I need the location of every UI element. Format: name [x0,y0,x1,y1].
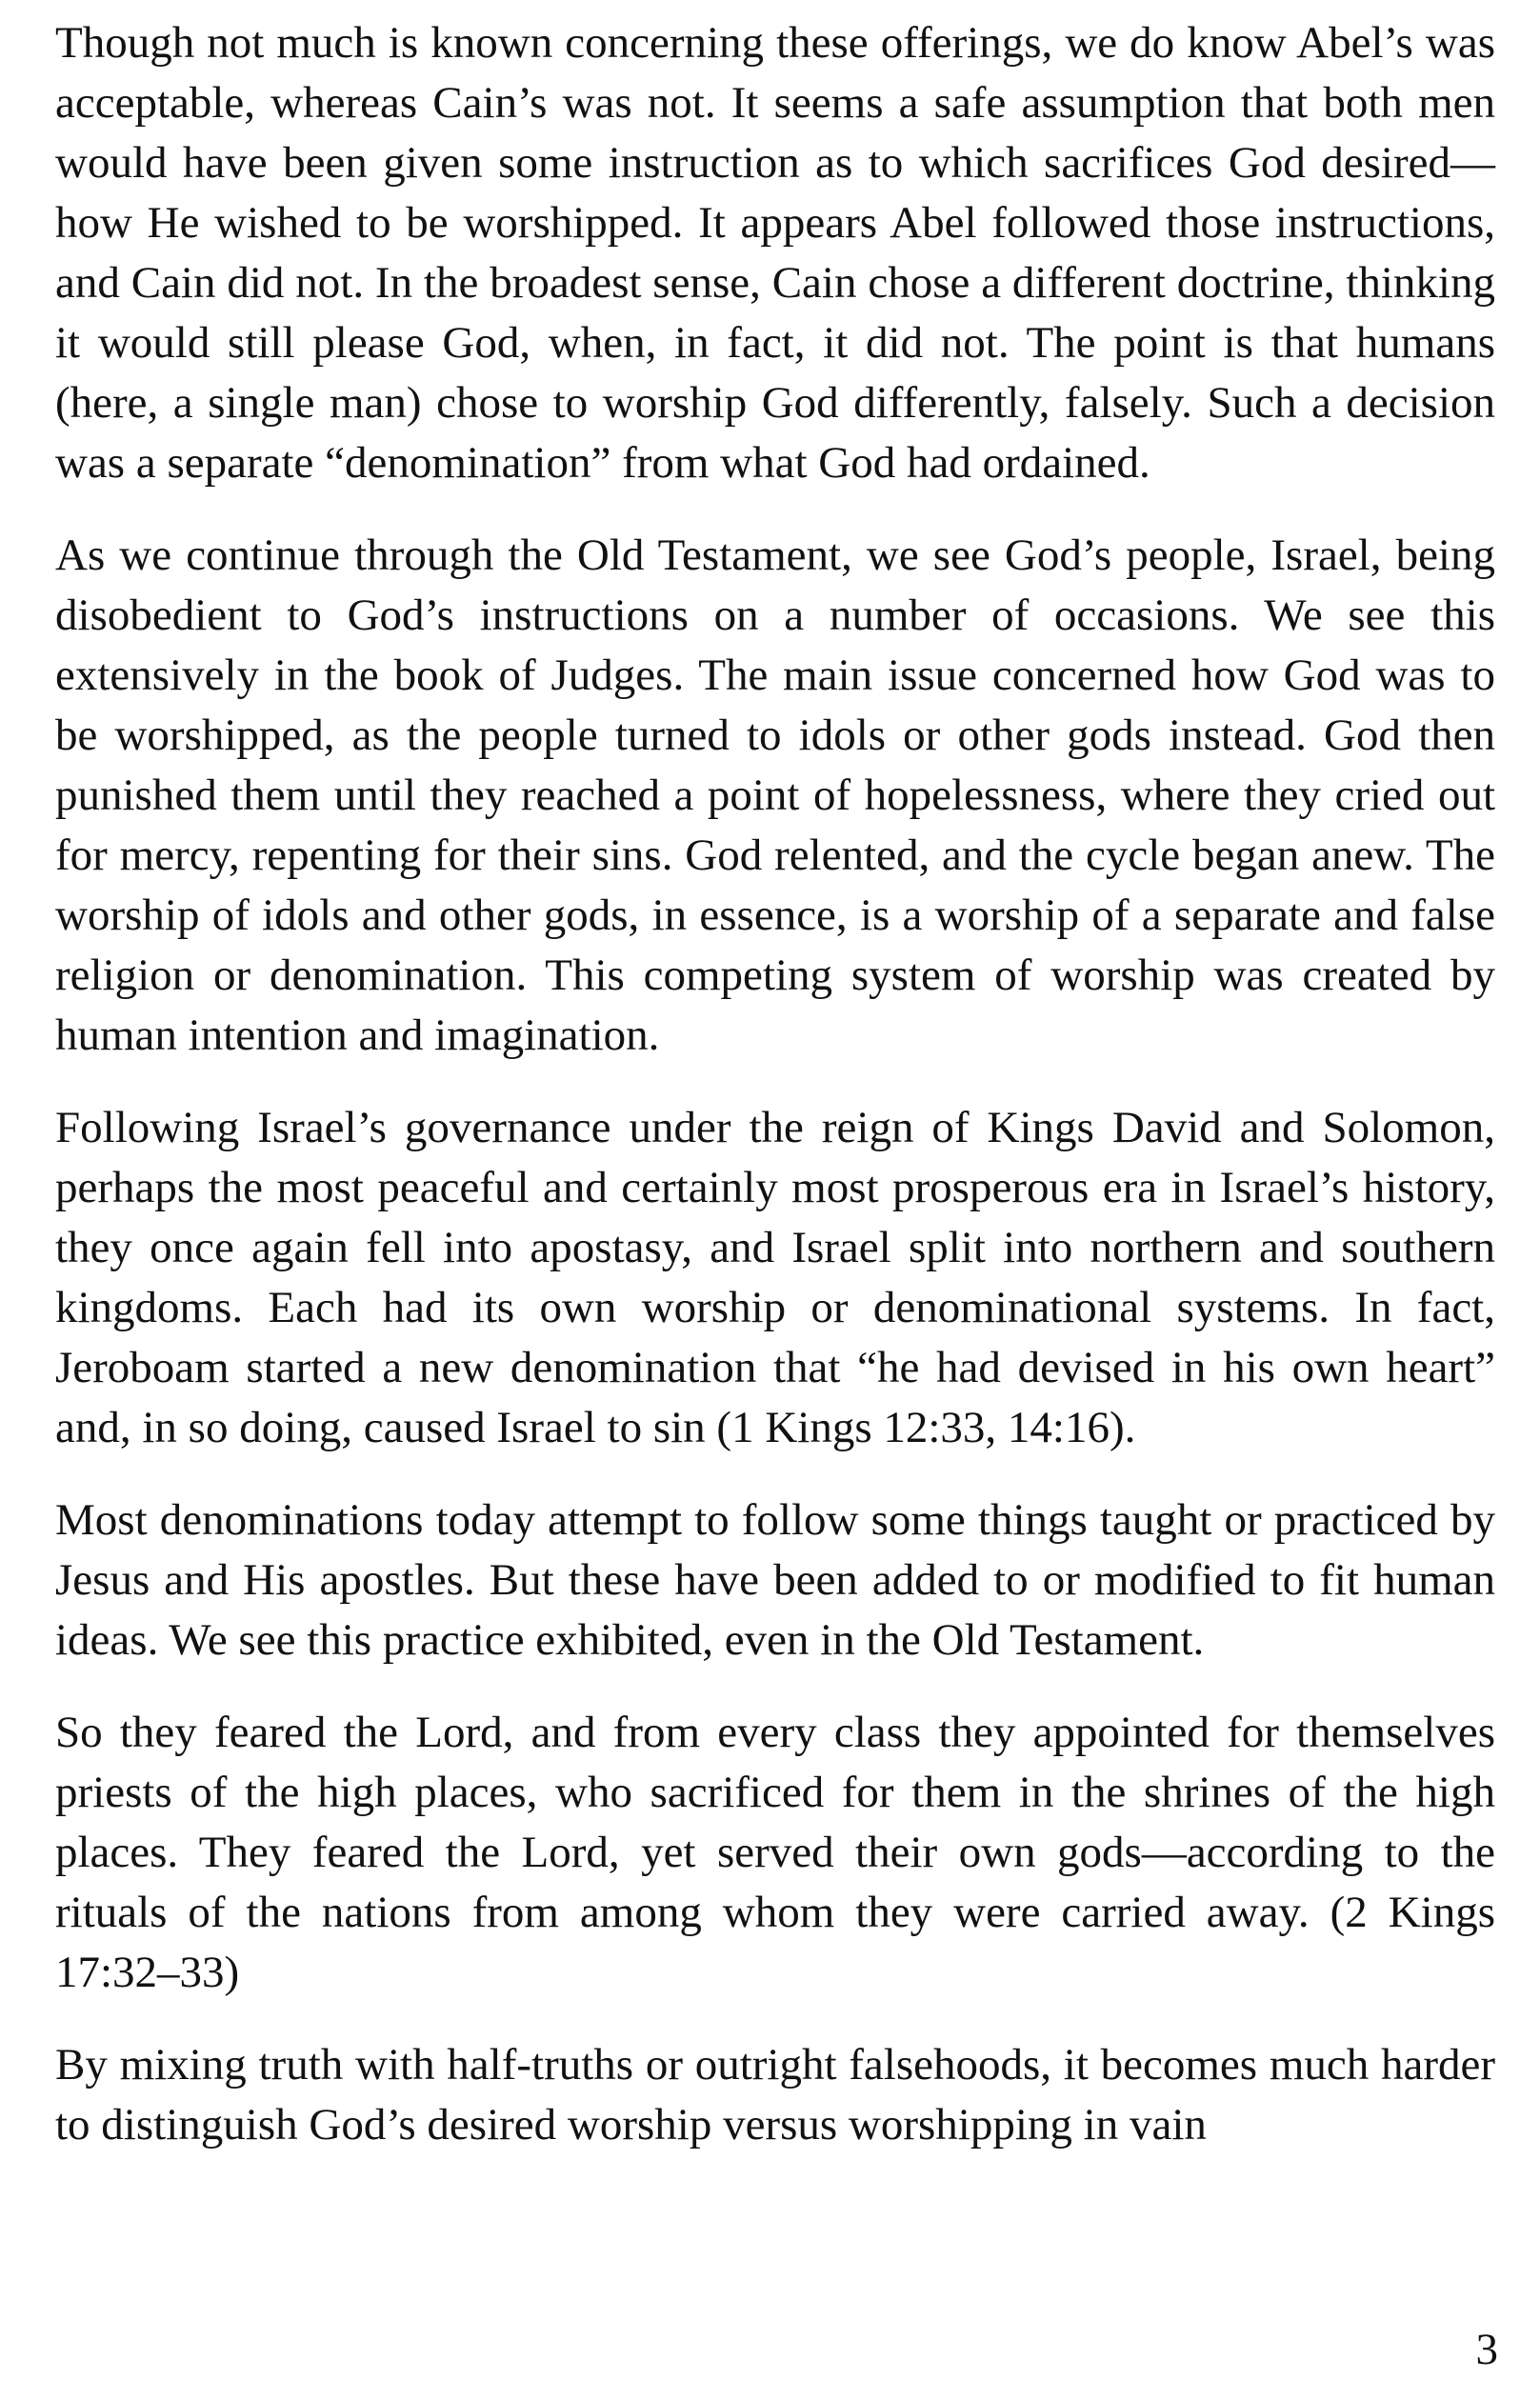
paragraph-cain-abel: Though not much is known concerning these offerings, we do know Abel’s was acceptable, whereas Cain’s was not. It seems a safe assumption that both men would have been given some instruction as to which sacrifices God desired—how He wished to be worshipped. It appears Abel followed those instructions, and Cain did not. In the broadest sense, Cain chose a different doctrine, thinking it would still please God, when, in fact, it did not. The point is that humans (here, a single man) chose to worship God differently, falsely. Such a decision was a separate “denomination” from what God had ordained. [55,18,1495,488]
page-number: 3 [1475,2325,1498,2374]
paragraph-israel-judges: As we continue through the Old Testament, we see God’s people, Israel, being disobedient to God’s instructions on a number of occasions. We see this extensively in the book of Judges. The main issue concerned how God was to be worshipped, as the people turned to idols or other gods instead. God then punished them until they reached a point of hopelessness, where they cried out for mercy, repenting for their sins. God relented, and the cycle began anew. The worship of idols and other gods, in essence, is a worship of a separate and false religion or denomination. This competing system of worship was created by human intention and imagination. [55,530,1495,1060]
scripture-quote-2-kings: So they feared the Lord, and from every class they appointed for themselves priests of the high places, who sacrificed for them in the shrines of the high places. They feared the Lord, yet served their own gods—according to the rituals of the nations from among whom they were carried away. (2 Kings 17:32–33) [55,1708,1495,1997]
paragraph-mixing-truth: By mixing truth with half-truths or outright falsehoods, it becomes much harder to distinguish God’s desired worship versus worshipping in vain [55,2040,1495,2150]
paragraph-kingdoms-split: Following Israel’s governance under the reign of Kings David and Solomon, perhaps the most peaceful and certainly most prosperous era in Israel’s history, they once again fell into apostasy, and Israel split into northern and southern kingdoms. Each had its own worship or denominational systems. In fact, Jeroboam started a new denomination that “he had devised in his own heart” and, in so doing, caused Israel to sin (1 Kings 12:33, 14:16). [55,1103,1495,1452]
paragraph-denominations-today: Most denominations today attempt to follow some things taught or practiced by Jesus and His apostles. But these have been added to or modified to fit human ideas. We see this practice exhibited, even in the Old Testament. [55,1495,1495,1665]
page-body [55,13,1495,2155]
